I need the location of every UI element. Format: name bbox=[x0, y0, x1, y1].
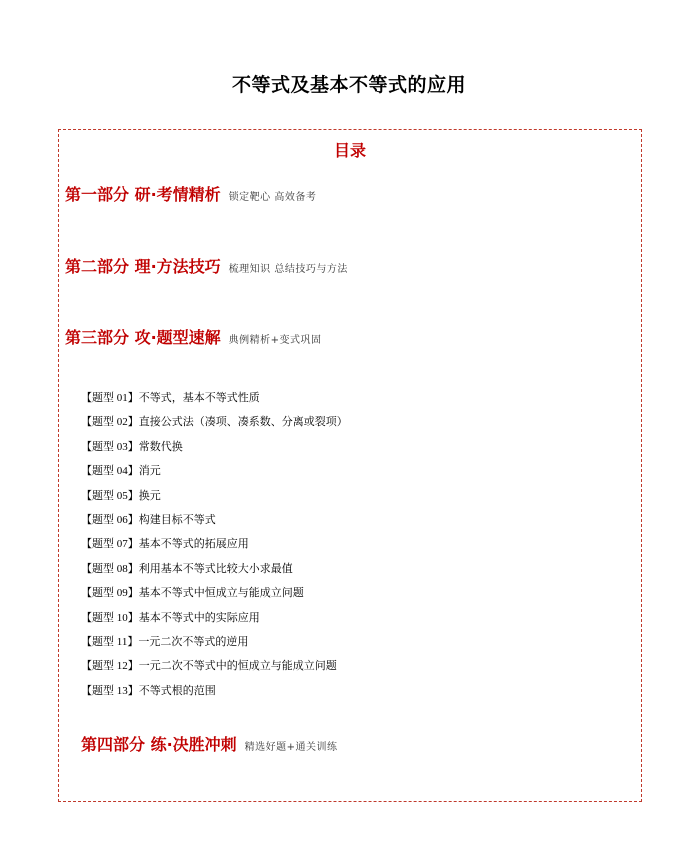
topic-item[interactable]: 【题型 08】利用基本不等式比较大小求最值 bbox=[81, 561, 293, 575]
topic-item[interactable]: 【题型 06】构建目标不等式 bbox=[81, 512, 216, 526]
toc-part-3[interactable] bbox=[65, 325, 322, 348]
table-of-contents bbox=[58, 129, 642, 802]
topic-item[interactable]: 【题型 04】消元 bbox=[81, 464, 161, 478]
part-title: 第二部分 理·方法技巧 bbox=[65, 257, 221, 276]
topic-item[interactable]: 【题型 03】常数代换 bbox=[81, 439, 183, 453]
topic-item[interactable]: 【题型 09】基本不等式中恒成立与能成立问题 bbox=[81, 586, 304, 600]
part-title: 第四部分 练·决胜冲刺 bbox=[81, 735, 237, 754]
part-title: 第一部分 研·考情精析 bbox=[65, 185, 221, 204]
topic-item[interactable]: 【题型 10】基本不等式中的实际应用 bbox=[81, 610, 260, 624]
topic-item[interactable]: 【题型 02】直接公式法（凑项、凑系数、分离或裂项） bbox=[81, 415, 348, 429]
topic-item[interactable]: 【题型 07】基本不等式的拓展应用 bbox=[81, 537, 249, 551]
toc-part-4[interactable] bbox=[81, 732, 338, 755]
part-subtitle: 梳理知识 总结技巧与方法 bbox=[228, 264, 348, 275]
topic-list bbox=[81, 386, 348, 703]
part-subtitle: 典例精析+变式巩固 bbox=[228, 335, 322, 346]
part-subtitle: 锁定靶心 高效备考 bbox=[228, 192, 317, 203]
part-title: 第三部分 攻·题型速解 bbox=[65, 328, 221, 347]
topic-item[interactable]: 【题型 01】不等式，基本不等式性质 bbox=[81, 391, 260, 404]
topic-item[interactable]: 【题型 13】不等式根的范围 bbox=[81, 683, 216, 697]
toc-heading: 目录 bbox=[333, 141, 366, 160]
toc-part-2[interactable] bbox=[65, 254, 348, 277]
document-title: 不等式及基本不等式的应用 bbox=[231, 74, 466, 96]
part-subtitle: 精选好题+通关训练 bbox=[244, 742, 338, 753]
toc-part-1[interactable] bbox=[65, 182, 316, 205]
topic-item[interactable]: 【题型 12】一元二次不等式中的恒成立与能成立问题 bbox=[81, 659, 337, 673]
topic-item[interactable]: 【题型 05】换元 bbox=[81, 488, 161, 502]
topic-item[interactable]: 【题型 11】一元二次不等式的逆用 bbox=[81, 634, 249, 648]
